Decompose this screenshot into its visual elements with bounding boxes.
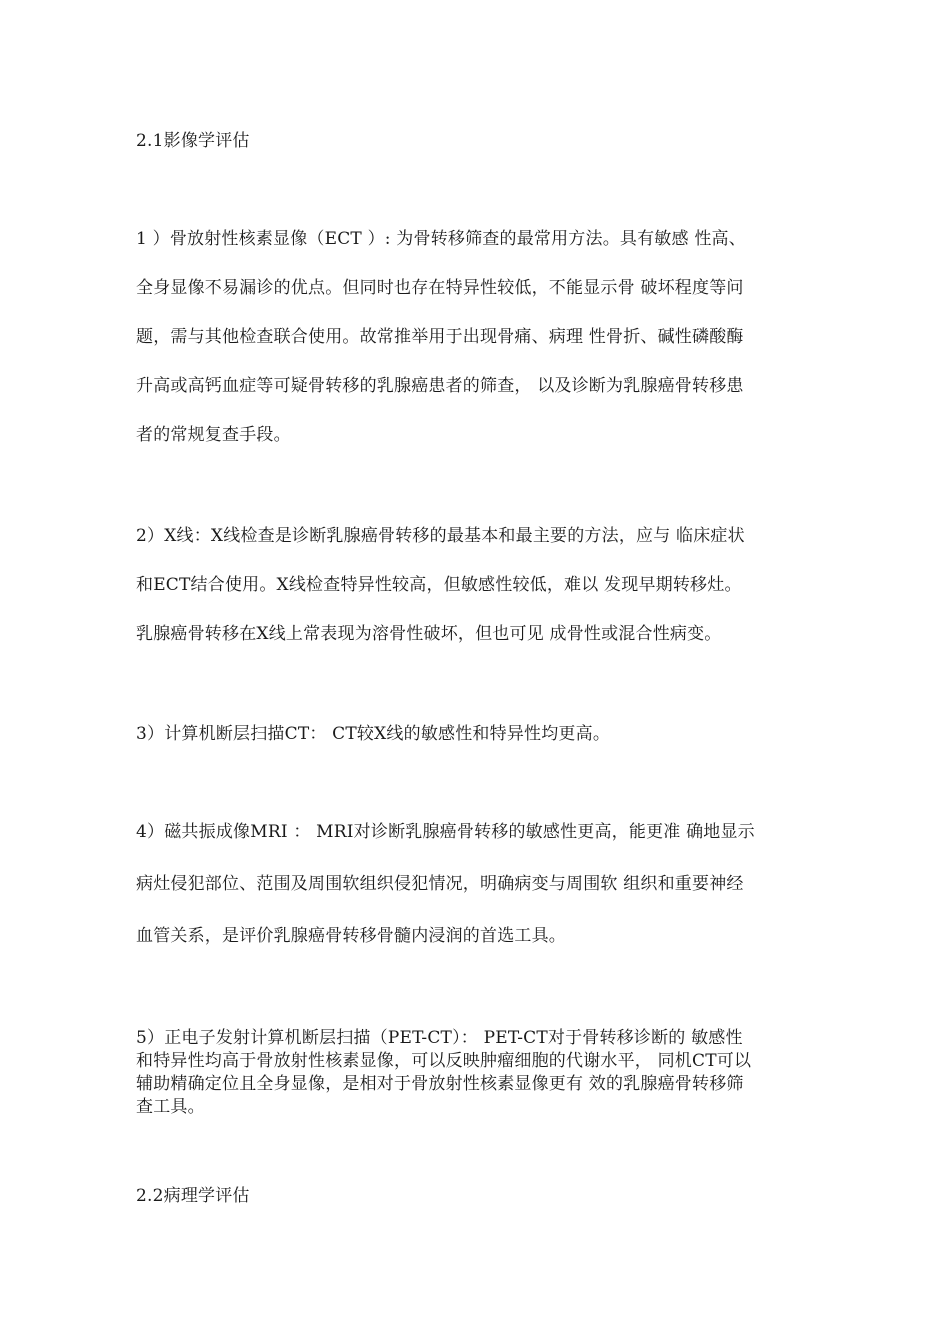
paragraph-line: 2）X线：X线检查是诊断乳腺癌骨转移的最基本和最主要的方法，应与 临床症状 [136, 526, 745, 546]
paragraph-line: 乳腺癌骨转移在X线上常表现为溶骨性破坏，但也可见 成骨性或混合性病变。 [136, 624, 722, 644]
paragraph-line: 全身显像不易漏诊的优点。但同时也存在特异性较低，不能显示骨 破坏程度等问 [136, 278, 744, 298]
paragraph-line: 和ECT结合使用。X线检查特异性较高，但敏感性较低，难以 发现早期转移灶。 [136, 575, 742, 595]
paragraph-line: 1 ）骨放射性核素显像（ECT ）: 为骨转移筛查的最常用方法。具有敏感 性高、 [136, 229, 746, 249]
section-heading-pathology [136, 1184, 826, 1208]
paragraph-line: 题，需与其他检查联合使用。故常推举用于出现骨痛、病理 性骨折、碱性磷酸酶 [136, 327, 744, 347]
paragraph-ect [136, 227, 826, 447]
paragraph-mri [136, 820, 826, 948]
paragraph-line: 查工具。 [136, 1097, 205, 1117]
paragraph-line: 4）磁共振成像MRI ： MRI对诊断乳腺癌骨转移的敏感性更高，能更准 确地显示 [136, 822, 755, 842]
heading-text: 2.1影像学评估 [136, 131, 250, 151]
paragraph-line: 血管关系，是评价乳腺癌骨转移骨髓内浸润的首选工具。 [136, 926, 566, 946]
heading-text: 2.2病理学评估 [136, 1186, 250, 1206]
paragraph-line: 3）计算机断层扫描CT： CT较X线的敏感性和特异性均更高。 [136, 724, 611, 744]
paragraph-line: 升高或高钙血症等可疑骨转移的乳腺癌患者的筛查， 以及诊断为乳腺癌骨转移患 [136, 376, 744, 396]
paragraph-pet-ct [136, 1027, 826, 1119]
paragraph-xray [136, 524, 826, 646]
paragraph-line: 病灶侵犯部位、范围及周围软组织侵犯情况，明确病变与周围软 组织和重要神经 [136, 874, 744, 894]
paragraph-line: 和特异性均高于骨放射性核素显像，可以反映肿瘤细胞的代谢水平， 同机CT可以 [136, 1051, 752, 1071]
paragraph-line: 5）正电子发射计算机断层扫描（PET-CT）： PET-CT对于骨转移诊断的 敏感性 [136, 1028, 743, 1048]
paragraph-line: 者的常规复查手段。 [136, 425, 291, 445]
paragraph-line: 辅助精确定位且全身显像，是相对于骨放射性核素显像更有 效的乳腺癌骨转移筛 [136, 1074, 744, 1094]
section-heading-imaging [136, 129, 826, 153]
paragraph-ct [136, 722, 826, 746]
